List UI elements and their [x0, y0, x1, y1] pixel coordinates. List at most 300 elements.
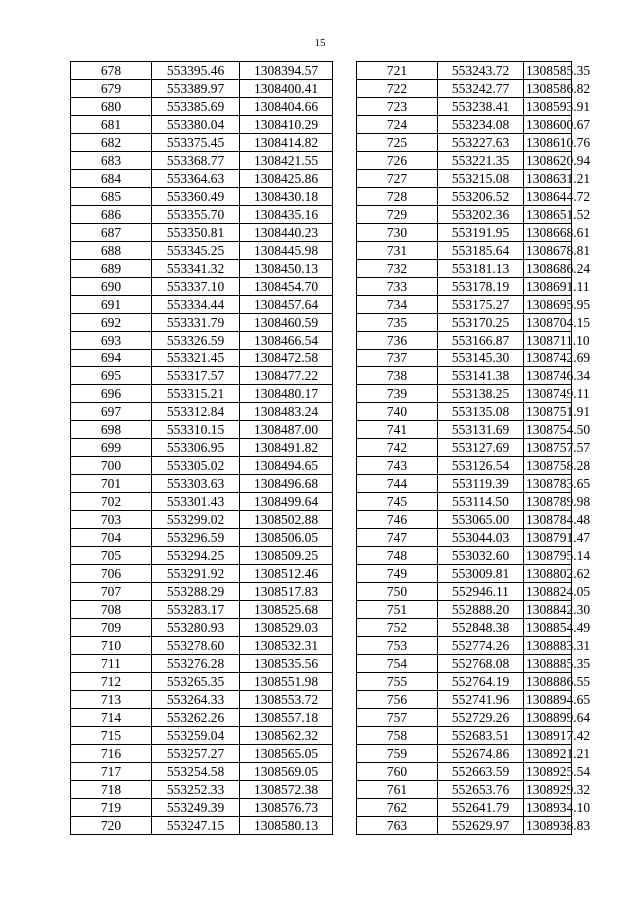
y-coordinate-cell: 1308404.66 — [240, 97, 333, 115]
table-row — [71, 690, 333, 708]
point-number-cell: 682 — [71, 133, 152, 151]
coordinate-table-left — [70, 61, 333, 835]
point-number-cell: 706 — [71, 565, 152, 583]
x-coordinate-cell: 553138.25 — [438, 385, 524, 403]
point-number-cell: 709 — [71, 619, 152, 637]
table-row — [357, 241, 572, 259]
y-coordinate-cell: 1308842.30 — [524, 601, 572, 619]
point-number-cell: 744 — [357, 475, 438, 493]
x-coordinate-cell: 553206.52 — [438, 187, 524, 205]
x-coordinate-cell: 553345.25 — [152, 241, 240, 259]
x-coordinate-cell: 553337.10 — [152, 277, 240, 295]
y-coordinate-cell: 1308894.65 — [524, 690, 572, 708]
x-coordinate-cell: 553119.39 — [438, 475, 524, 493]
x-coordinate-cell: 553247.15 — [152, 816, 240, 834]
y-coordinate-cell: 1308460.59 — [240, 313, 333, 331]
x-coordinate-cell: 553249.39 — [152, 798, 240, 816]
point-number-cell: 757 — [357, 708, 438, 726]
table-row — [71, 529, 333, 547]
y-coordinate-cell: 1308784.48 — [524, 511, 572, 529]
y-coordinate-cell: 1308917.42 — [524, 726, 572, 744]
point-number-cell: 747 — [357, 529, 438, 547]
table-row — [357, 439, 572, 457]
point-number-cell: 730 — [357, 223, 438, 241]
x-coordinate-cell: 552764.19 — [438, 672, 524, 690]
x-coordinate-cell: 552848.38 — [438, 619, 524, 637]
y-coordinate-cell: 1308440.23 — [240, 223, 333, 241]
y-coordinate-cell: 1308551.98 — [240, 672, 333, 690]
y-coordinate-cell: 1308502.88 — [240, 511, 333, 529]
y-coordinate-cell: 1308686.24 — [524, 259, 572, 277]
x-coordinate-cell: 553135.08 — [438, 403, 524, 421]
point-number-cell: 727 — [357, 169, 438, 187]
point-number-cell: 735 — [357, 313, 438, 331]
point-number-cell: 712 — [71, 672, 152, 690]
table-row — [71, 97, 333, 115]
table-row — [357, 385, 572, 403]
point-number-cell: 716 — [71, 744, 152, 762]
point-number-cell: 695 — [71, 367, 152, 385]
table-row — [71, 151, 333, 169]
point-number-cell: 758 — [357, 726, 438, 744]
point-number-cell: 718 — [71, 780, 152, 798]
point-number-cell: 703 — [71, 511, 152, 529]
y-coordinate-cell: 1308450.13 — [240, 259, 333, 277]
y-coordinate-cell: 1308430.18 — [240, 187, 333, 205]
y-coordinate-cell: 1308600.67 — [524, 115, 572, 133]
point-number-cell: 705 — [71, 547, 152, 565]
table-row — [71, 708, 333, 726]
x-coordinate-cell: 553294.25 — [152, 547, 240, 565]
x-coordinate-cell: 553350.81 — [152, 223, 240, 241]
table-row — [357, 205, 572, 223]
point-number-cell: 684 — [71, 169, 152, 187]
point-number-cell: 728 — [357, 187, 438, 205]
table-row — [357, 798, 572, 816]
y-coordinate-cell: 1308938.83 — [524, 816, 572, 834]
table-row — [357, 780, 572, 798]
table-row — [71, 385, 333, 403]
table-row — [357, 619, 572, 637]
y-coordinate-cell: 1308425.86 — [240, 169, 333, 187]
y-coordinate-cell: 1308506.05 — [240, 529, 333, 547]
x-coordinate-cell: 553126.54 — [438, 457, 524, 475]
y-coordinate-cell: 1308529.03 — [240, 619, 333, 637]
point-number-cell: 688 — [71, 241, 152, 259]
y-coordinate-cell: 1308394.57 — [240, 62, 333, 80]
point-number-cell: 685 — [71, 187, 152, 205]
y-coordinate-cell: 1308494.65 — [240, 457, 333, 475]
table-row — [71, 115, 333, 133]
x-coordinate-cell: 553264.33 — [152, 690, 240, 708]
table-row — [71, 493, 333, 511]
y-coordinate-cell: 1308535.56 — [240, 654, 333, 672]
point-number-cell: 729 — [357, 205, 438, 223]
y-coordinate-cell: 1308491.82 — [240, 439, 333, 457]
point-number-cell: 732 — [357, 259, 438, 277]
table-row — [71, 744, 333, 762]
x-coordinate-cell: 553259.04 — [152, 726, 240, 744]
table-row — [71, 223, 333, 241]
y-coordinate-cell: 1308620.94 — [524, 151, 572, 169]
x-coordinate-cell: 553315.21 — [152, 385, 240, 403]
y-coordinate-cell: 1308457.64 — [240, 295, 333, 313]
x-coordinate-cell: 553185.64 — [438, 241, 524, 259]
table-row — [357, 726, 572, 744]
y-coordinate-cell: 1308477.22 — [240, 367, 333, 385]
table-row — [357, 62, 572, 80]
y-coordinate-cell: 1308472.58 — [240, 349, 333, 367]
point-number-cell: 722 — [357, 79, 438, 97]
table-row — [71, 205, 333, 223]
y-coordinate-cell: 1308934.10 — [524, 798, 572, 816]
point-number-cell: 721 — [357, 62, 438, 80]
table-row — [71, 583, 333, 601]
y-coordinate-cell: 1308580.13 — [240, 816, 333, 834]
table-row — [71, 726, 333, 744]
point-number-cell: 755 — [357, 672, 438, 690]
table-row — [71, 367, 333, 385]
point-number-cell: 723 — [357, 97, 438, 115]
x-coordinate-cell: 553262.26 — [152, 708, 240, 726]
y-coordinate-cell: 1308509.25 — [240, 547, 333, 565]
y-coordinate-cell: 1308783.65 — [524, 475, 572, 493]
point-number-cell: 700 — [71, 457, 152, 475]
x-coordinate-cell: 553044.03 — [438, 529, 524, 547]
point-number-cell: 679 — [71, 79, 152, 97]
x-coordinate-cell: 553265.35 — [152, 672, 240, 690]
table-row — [71, 654, 333, 672]
point-number-cell: 743 — [357, 457, 438, 475]
x-coordinate-cell: 553326.59 — [152, 331, 240, 349]
x-coordinate-cell: 553364.63 — [152, 169, 240, 187]
point-number-cell: 751 — [357, 601, 438, 619]
x-coordinate-cell: 553389.97 — [152, 79, 240, 97]
x-coordinate-cell: 553114.50 — [438, 493, 524, 511]
point-number-cell: 711 — [71, 654, 152, 672]
table-row — [71, 547, 333, 565]
y-coordinate-cell: 1308483.24 — [240, 403, 333, 421]
x-coordinate-cell: 553178.19 — [438, 277, 524, 295]
point-number-cell: 752 — [357, 619, 438, 637]
point-number-cell: 699 — [71, 439, 152, 457]
x-coordinate-cell: 553238.41 — [438, 97, 524, 115]
x-coordinate-cell: 553299.02 — [152, 511, 240, 529]
x-coordinate-cell: 553317.57 — [152, 367, 240, 385]
y-coordinate-cell: 1308414.82 — [240, 133, 333, 151]
point-number-cell: 702 — [71, 493, 152, 511]
y-coordinate-cell: 1308921.21 — [524, 744, 572, 762]
y-coordinate-cell: 1308668.61 — [524, 223, 572, 241]
y-coordinate-cell: 1308746.34 — [524, 367, 572, 385]
x-coordinate-cell: 553301.43 — [152, 493, 240, 511]
y-coordinate-cell: 1308695.95 — [524, 295, 572, 313]
table-row — [357, 403, 572, 421]
point-number-cell: 696 — [71, 385, 152, 403]
point-number-cell: 686 — [71, 205, 152, 223]
point-number-cell: 726 — [357, 151, 438, 169]
y-coordinate-cell: 1308886.55 — [524, 672, 572, 690]
y-coordinate-cell: 1308631.21 — [524, 169, 572, 187]
table-row — [357, 511, 572, 529]
y-coordinate-cell: 1308789.98 — [524, 493, 572, 511]
point-number-cell: 746 — [357, 511, 438, 529]
y-coordinate-cell: 1308400.41 — [240, 79, 333, 97]
x-coordinate-cell: 553321.45 — [152, 349, 240, 367]
table-row — [71, 259, 333, 277]
point-number-cell: 720 — [71, 816, 152, 834]
x-coordinate-cell: 553127.69 — [438, 439, 524, 457]
y-coordinate-cell: 1308885.35 — [524, 654, 572, 672]
x-coordinate-cell: 553283.17 — [152, 601, 240, 619]
point-number-cell: 714 — [71, 708, 152, 726]
x-coordinate-cell: 553131.69 — [438, 421, 524, 439]
table-row — [357, 187, 572, 205]
table-row — [71, 475, 333, 493]
point-number-cell: 678 — [71, 62, 152, 80]
table-row — [357, 313, 572, 331]
table-row — [71, 331, 333, 349]
table-row — [71, 672, 333, 690]
x-coordinate-cell: 553312.84 — [152, 403, 240, 421]
point-number-cell: 680 — [71, 97, 152, 115]
x-coordinate-cell: 553032.60 — [438, 547, 524, 565]
table-row — [357, 672, 572, 690]
table-row — [71, 241, 333, 259]
y-coordinate-cell: 1308929.32 — [524, 780, 572, 798]
y-coordinate-cell: 1308678.81 — [524, 241, 572, 259]
point-number-cell: 708 — [71, 601, 152, 619]
x-coordinate-cell: 553221.35 — [438, 151, 524, 169]
x-coordinate-cell: 553252.33 — [152, 780, 240, 798]
point-number-cell: 681 — [71, 115, 152, 133]
y-coordinate-cell: 1308593.91 — [524, 97, 572, 115]
point-number-cell: 692 — [71, 313, 152, 331]
x-coordinate-cell: 552768.08 — [438, 654, 524, 672]
table-row — [71, 798, 333, 816]
table-row — [71, 457, 333, 475]
point-number-cell: 737 — [357, 349, 438, 367]
point-number-cell: 759 — [357, 744, 438, 762]
table-row — [357, 637, 572, 655]
x-coordinate-cell: 553191.95 — [438, 223, 524, 241]
point-number-cell: 698 — [71, 421, 152, 439]
point-number-cell: 724 — [357, 115, 438, 133]
x-coordinate-cell: 553175.27 — [438, 295, 524, 313]
table-row — [357, 690, 572, 708]
x-coordinate-cell: 552741.96 — [438, 690, 524, 708]
y-coordinate-cell: 1308487.00 — [240, 421, 333, 439]
x-coordinate-cell: 553170.25 — [438, 313, 524, 331]
point-number-cell: 694 — [71, 349, 152, 367]
table-row — [71, 403, 333, 421]
x-coordinate-cell: 553141.38 — [438, 367, 524, 385]
y-coordinate-cell: 1308557.18 — [240, 708, 333, 726]
table-row — [71, 169, 333, 187]
y-coordinate-cell: 1308445.98 — [240, 241, 333, 259]
y-coordinate-cell: 1308644.72 — [524, 187, 572, 205]
table-row — [71, 133, 333, 151]
point-number-cell: 719 — [71, 798, 152, 816]
x-coordinate-cell: 552946.11 — [438, 583, 524, 601]
x-coordinate-cell: 553254.58 — [152, 762, 240, 780]
y-coordinate-cell: 1308421.55 — [240, 151, 333, 169]
y-coordinate-cell: 1308749.11 — [524, 385, 572, 403]
table-row — [71, 62, 333, 80]
y-coordinate-cell: 1308610.76 — [524, 133, 572, 151]
point-number-cell: 741 — [357, 421, 438, 439]
table-row — [357, 295, 572, 313]
x-coordinate-cell: 553280.93 — [152, 619, 240, 637]
y-coordinate-cell: 1308569.05 — [240, 762, 333, 780]
y-coordinate-cell: 1308802.62 — [524, 565, 572, 583]
y-coordinate-cell: 1308711.10 — [524, 331, 572, 349]
point-number-cell: 760 — [357, 762, 438, 780]
point-number-cell: 690 — [71, 277, 152, 295]
table-row — [71, 187, 333, 205]
y-coordinate-cell: 1308899.64 — [524, 708, 572, 726]
point-number-cell: 731 — [357, 241, 438, 259]
point-number-cell: 701 — [71, 475, 152, 493]
table-row — [71, 79, 333, 97]
table-row — [357, 547, 572, 565]
point-number-cell: 691 — [71, 295, 152, 313]
x-coordinate-cell: 553202.36 — [438, 205, 524, 223]
table-row — [357, 349, 572, 367]
table-row — [357, 277, 572, 295]
y-coordinate-cell: 1308525.68 — [240, 601, 333, 619]
point-number-cell: 762 — [357, 798, 438, 816]
x-coordinate-cell: 553310.15 — [152, 421, 240, 439]
point-number-cell: 753 — [357, 637, 438, 655]
x-coordinate-cell: 553355.70 — [152, 205, 240, 223]
y-coordinate-cell: 1308883.31 — [524, 637, 572, 655]
x-coordinate-cell: 553385.69 — [152, 97, 240, 115]
point-number-cell: 749 — [357, 565, 438, 583]
table-row — [357, 583, 572, 601]
table-row — [357, 151, 572, 169]
table-row — [71, 421, 333, 439]
x-coordinate-cell: 552774.26 — [438, 637, 524, 655]
y-coordinate-cell: 1308576.73 — [240, 798, 333, 816]
x-coordinate-cell: 553368.77 — [152, 151, 240, 169]
y-coordinate-cell: 1308410.29 — [240, 115, 333, 133]
table-row — [357, 762, 572, 780]
table-row — [71, 277, 333, 295]
point-number-cell: 750 — [357, 583, 438, 601]
x-coordinate-cell: 552683.51 — [438, 726, 524, 744]
table-row — [357, 133, 572, 151]
table-row — [357, 421, 572, 439]
point-number-cell: 715 — [71, 726, 152, 744]
y-coordinate-cell: 1308466.54 — [240, 331, 333, 349]
coordinate-table-right — [356, 61, 591, 835]
y-coordinate-cell: 1308512.46 — [240, 565, 333, 583]
y-coordinate-cell: 1308925.54 — [524, 762, 572, 780]
y-coordinate-cell: 1308517.83 — [240, 583, 333, 601]
table-row — [357, 493, 572, 511]
table-row — [71, 565, 333, 583]
x-coordinate-cell: 553257.27 — [152, 744, 240, 762]
y-coordinate-cell: 1308691.11 — [524, 277, 572, 295]
point-number-cell: 748 — [357, 547, 438, 565]
y-coordinate-cell: 1308854.49 — [524, 619, 572, 637]
table-row — [357, 169, 572, 187]
point-number-cell: 733 — [357, 277, 438, 295]
y-coordinate-cell: 1308572.38 — [240, 780, 333, 798]
x-coordinate-cell: 553395.46 — [152, 62, 240, 80]
x-coordinate-cell: 553375.45 — [152, 133, 240, 151]
y-coordinate-cell: 1308553.72 — [240, 690, 333, 708]
table-row — [71, 349, 333, 367]
y-coordinate-cell: 1308704.15 — [524, 313, 572, 331]
point-number-cell: 742 — [357, 439, 438, 457]
x-coordinate-cell: 553166.87 — [438, 331, 524, 349]
point-number-cell: 739 — [357, 385, 438, 403]
y-coordinate-cell: 1308562.32 — [240, 726, 333, 744]
x-coordinate-cell: 553215.08 — [438, 169, 524, 187]
y-coordinate-cell: 1308496.68 — [240, 475, 333, 493]
table-row — [357, 529, 572, 547]
page-number: 15 — [314, 37, 326, 49]
y-coordinate-cell: 1308586.82 — [524, 79, 572, 97]
x-coordinate-cell: 553276.28 — [152, 654, 240, 672]
table-row — [357, 565, 572, 583]
x-coordinate-cell: 553334.44 — [152, 295, 240, 313]
x-coordinate-cell: 553278.60 — [152, 637, 240, 655]
table-row — [357, 115, 572, 133]
x-coordinate-cell: 553243.72 — [438, 62, 524, 80]
x-coordinate-cell: 553305.02 — [152, 457, 240, 475]
x-coordinate-cell: 552663.59 — [438, 762, 524, 780]
table-row — [71, 313, 333, 331]
y-coordinate-cell: 1308585.35 — [524, 62, 572, 80]
x-coordinate-cell: 552653.76 — [438, 780, 524, 798]
table-row — [357, 475, 572, 493]
table-row — [357, 259, 572, 277]
y-coordinate-cell: 1308742.69 — [524, 349, 572, 367]
table-row — [357, 331, 572, 349]
point-number-cell: 756 — [357, 690, 438, 708]
table-row — [357, 367, 572, 385]
table-row — [71, 439, 333, 457]
x-coordinate-cell: 552888.20 — [438, 601, 524, 619]
x-coordinate-cell: 553234.08 — [438, 115, 524, 133]
table-row — [357, 97, 572, 115]
y-coordinate-cell: 1308757.57 — [524, 439, 572, 457]
y-coordinate-cell: 1308791.47 — [524, 529, 572, 547]
point-number-cell: 740 — [357, 403, 438, 421]
y-coordinate-cell: 1308435.16 — [240, 205, 333, 223]
x-coordinate-cell: 552674.86 — [438, 744, 524, 762]
point-number-cell: 683 — [71, 151, 152, 169]
x-coordinate-cell: 553380.04 — [152, 115, 240, 133]
table-row — [71, 762, 333, 780]
y-coordinate-cell: 1308795.14 — [524, 547, 572, 565]
x-coordinate-cell: 553296.59 — [152, 529, 240, 547]
point-number-cell: 697 — [71, 403, 152, 421]
table-row — [357, 816, 572, 834]
point-number-cell: 710 — [71, 637, 152, 655]
point-number-cell: 693 — [71, 331, 152, 349]
table-row — [71, 601, 333, 619]
y-coordinate-cell: 1308480.17 — [240, 385, 333, 403]
table-row — [71, 619, 333, 637]
x-coordinate-cell: 553331.79 — [152, 313, 240, 331]
table-row — [357, 654, 572, 672]
x-coordinate-cell: 553181.13 — [438, 259, 524, 277]
point-number-cell: 736 — [357, 331, 438, 349]
